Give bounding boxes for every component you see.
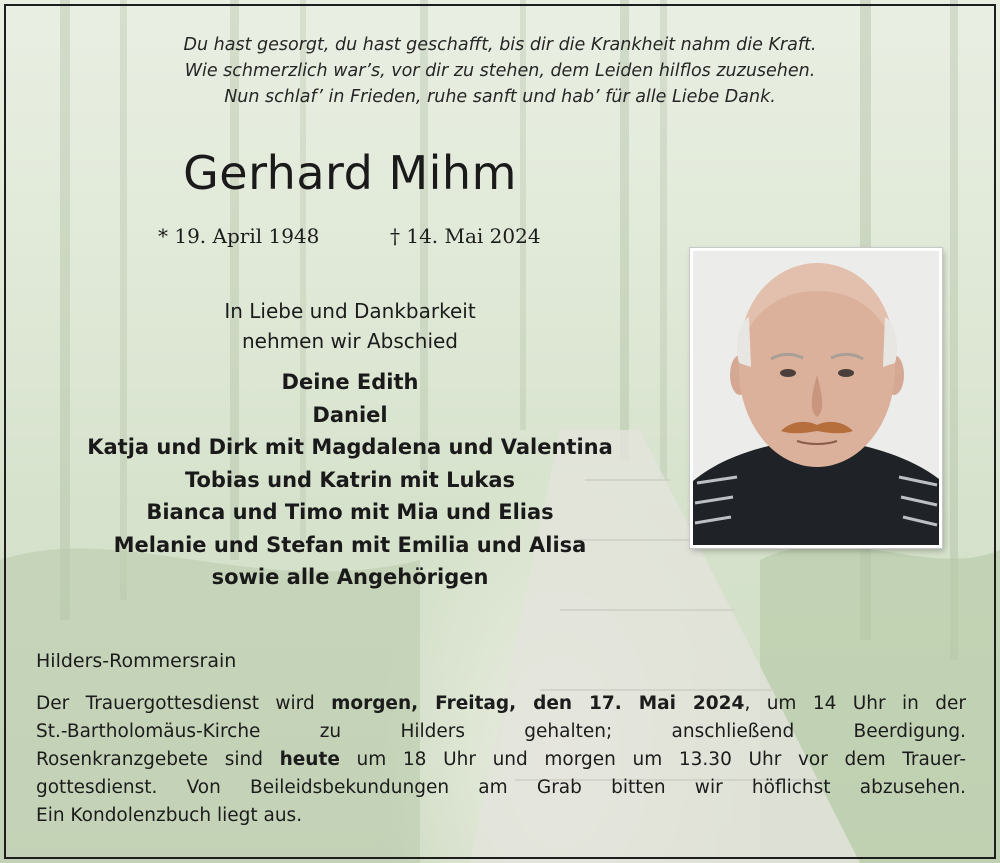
- intro-line: In Liebe und Dankbarkeit: [224, 299, 476, 323]
- death-date: † 14. Mai 2024: [390, 224, 541, 248]
- mourner-line: Bianca und Timo mit Mia und Elias: [146, 500, 554, 524]
- info-line: St.-Bartholomäus-Kirche zu Hilders gehalten; anschließend Beerdigung.: [36, 721, 966, 742]
- motto-line: Wie schmerzlich war’s, vor dir zu stehen, dem Leiden hilflos zuzusehen.: [184, 61, 816, 81]
- portrait-photo: [693, 251, 939, 545]
- info-text: Der Trauergottesdienst wird: [36, 693, 332, 714]
- birth-date: * 19. April 1948: [158, 224, 320, 248]
- mourner-line: Katja und Dirk mit Magdalena und Valentina: [87, 435, 613, 459]
- intro-line: nehmen wir Abschied: [242, 329, 458, 353]
- info-line: gottesdienst. Von Beileidsbekundungen am Grab bitten wir höflichst abzusehen.: [36, 777, 966, 798]
- place-of-residence: Hilders-Rommersrain: [36, 650, 237, 672]
- rosary-day: heute: [279, 749, 340, 770]
- motto-line: Du hast gesorgt, du hast geschafft, bis dir die Krankheit nahm die Kraft.: [183, 35, 817, 55]
- mourner-line: Deine Edith: [281, 370, 419, 394]
- farewell-intro: [150, 296, 550, 356]
- deceased-name: Gerhard Mihm: [183, 146, 517, 200]
- info-text: um 18 Uhr und morgen um 13.30 Uhr vor dem Trauer-: [339, 749, 967, 770]
- motto-line: Nun schlaf’ in Frieden, ruhe sanft und hab’ für alle Liebe Dank.: [224, 87, 776, 107]
- funeral-date: morgen, Freitag, den 17. Mai 2024: [331, 693, 745, 714]
- info-text: Rosenkranzgebete sind: [36, 749, 280, 770]
- info-text: , um 14 Uhr in der: [744, 693, 966, 714]
- info-line: [36, 746, 966, 774]
- mourner-line: Daniel: [312, 402, 388, 427]
- funeral-info: [36, 690, 966, 830]
- motto-verse: [60, 32, 940, 110]
- portrait-photo-frame: [690, 248, 942, 548]
- mourners-list: [40, 366, 660, 594]
- info-line: [36, 690, 966, 718]
- mourner-line: sowie alle Angehörigen: [211, 565, 489, 589]
- info-line: Ein Kondolenzbuch liegt aus.: [36, 805, 303, 826]
- mourner-line: Tobias und Katrin mit Lukas: [184, 467, 516, 492]
- mourner-line: Melanie und Stefan mit Emilia und Alisa: [113, 532, 587, 557]
